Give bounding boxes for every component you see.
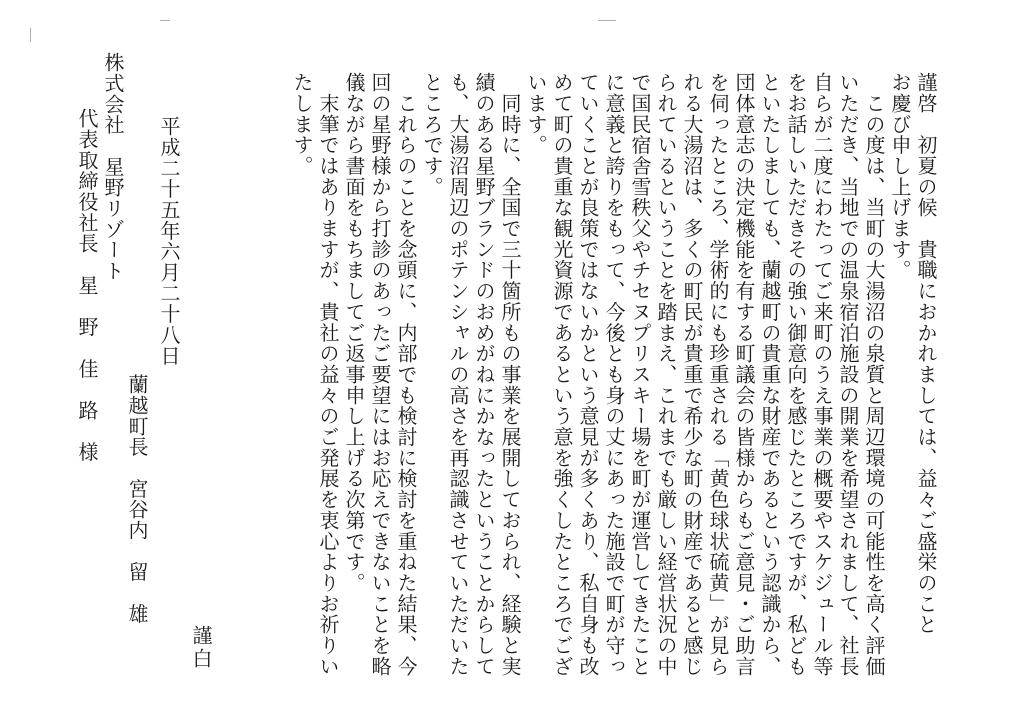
body-line: 自らが二度にわたってご来町のうえ事業の概要やスケジュール等: [810, 72, 834, 677]
body-line: ていくことが良策ではないかという意見が多くあり、私自身も改: [576, 72, 600, 677]
body-line: れる大湯沼は、多くの町民が貴重で希少な町の財産であると感じ: [680, 72, 704, 677]
closing: 謹白: [189, 625, 213, 671]
body-line: も、大湯沼周辺のポテンシャルの高さを再認識させていただいた: [446, 72, 470, 677]
body-line: に意義と誇りをもって、今後とも身の丈にあった施設で町が守っ: [602, 72, 626, 677]
body-line: で国民宿舎雪秩父やチセヌプリスキー場を町が運営してきたこと: [628, 72, 652, 677]
recipient-company: 株式会社 星野リゾート: [101, 52, 125, 282]
body-line: をお話しいただきその強い御意向を感じたところですが、私ども: [784, 72, 808, 677]
body-line: を伺ったところ、学術的にも珍重される「黄色球状硫黄」が見ら: [706, 72, 730, 677]
scan-mark: [598, 20, 616, 21]
body-line: といたしましても、蘭越町の貴重な財産であるという認識から、: [758, 72, 782, 677]
body-line: 回の星野様から打診のあったご要望にはお応えできないことを略: [368, 72, 392, 677]
body-line: られているということを踏まえ、これまでも厳しい経営状況の中: [654, 72, 678, 677]
body-line: これらのことを念頭に、内部でも検討に検討を重ねた結果、今: [394, 72, 418, 677]
scan-mark: [160, 20, 170, 21]
body-line: 団体意志の決定機能を有する町議会の皆様からもご意見・ご助言: [732, 72, 756, 677]
body-line: 謹啓 初夏の候 貴職におかれましては、益々ご盛栄のこと: [914, 72, 938, 635]
body-line: ところです。: [420, 72, 444, 198]
body-line: めて町の貴重な観光資源であるという意を強くしたところでござ: [550, 72, 574, 677]
body-line: 同時に、全国で三十箇所もの事業を展開しておられ、経験と実: [498, 72, 522, 677]
body-line: お慶び申し上げます。: [888, 72, 912, 281]
letter-date: 平成二十五年六月二十八日: [157, 116, 181, 367]
body-line: 末筆ではありますが、貴社の益々のご発展を衷心よりお祈りい: [316, 72, 340, 677]
body-line: いただき、当地での温泉宿泊施設の開業を希望されまして、社長: [836, 72, 860, 677]
body-line: 績のある星野ブランドのおめがねにかなったということからして: [472, 72, 496, 677]
body-line: 儀ながら書面をもちましてご返事申し上げる次第です。: [342, 72, 366, 594]
body-line: たします。: [290, 72, 314, 177]
body-line: この度は、当町の大湯沼の泉質と周辺環境の可能性を高く評価: [862, 72, 886, 677]
recipient-name: 代表取締役社長 星 野 佳 路 様: [75, 108, 99, 463]
scan-mark: [30, 28, 31, 42]
body-line: います。: [524, 72, 548, 156]
sender: 蘭越町長 宮谷内 留 雄: [125, 374, 149, 625]
